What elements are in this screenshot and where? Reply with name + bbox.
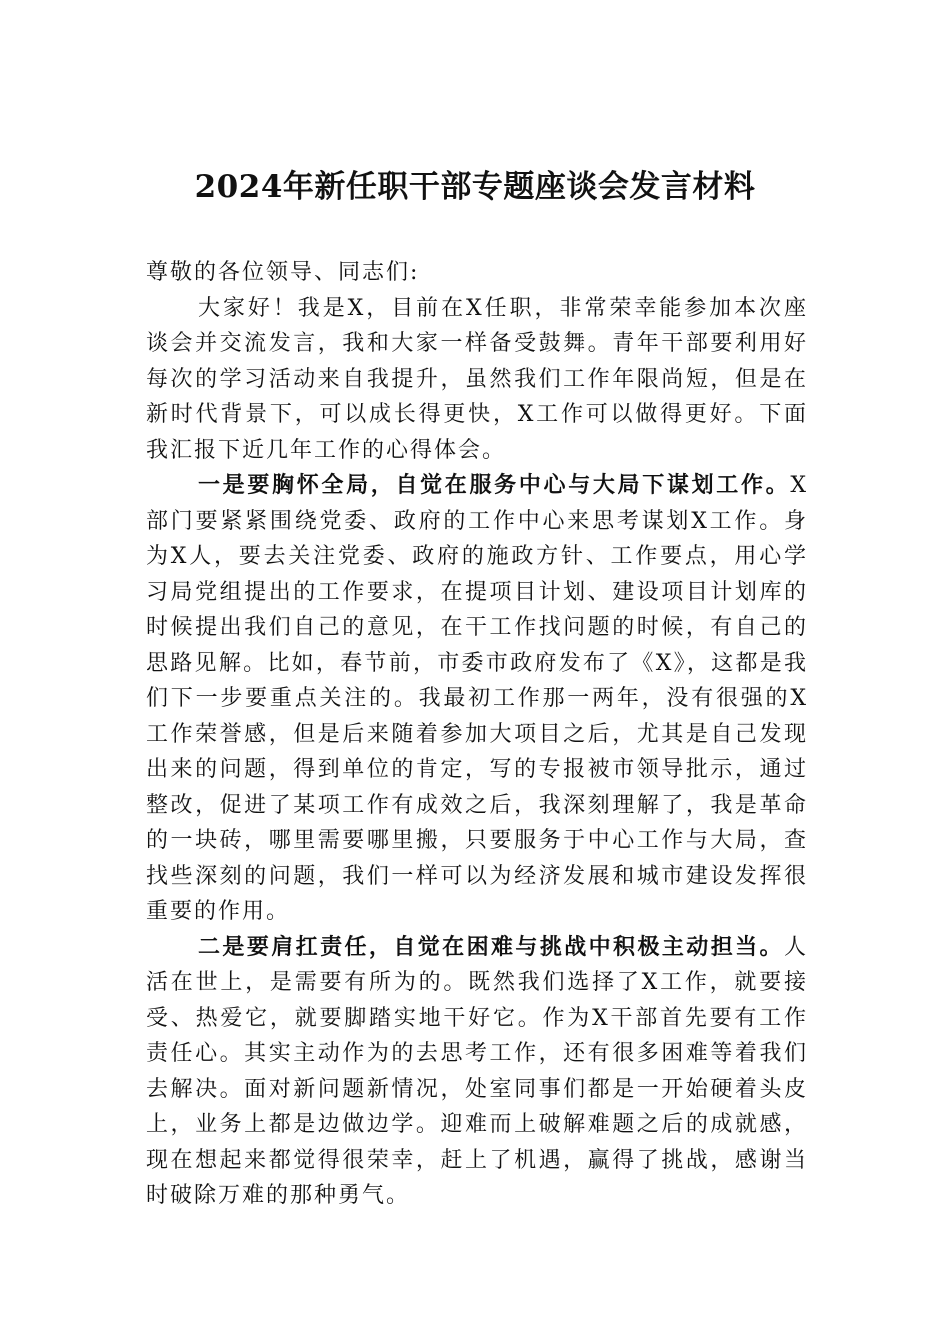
paragraph-intro <box>146 291 808 469</box>
paragraph-point-one <box>146 468 808 930</box>
point-one-heading: 一是要胸怀全局，自觉在服务中心与大局下谋划工作。 <box>198 472 791 498</box>
paragraph-point-two <box>146 930 808 1214</box>
point-one-text: X部门要紧紧围绕党委、政府的工作中心来思考谋划X工作。身为X人，要去关注党委、政府的施政方针、工作要点，用心学习局党组提出的工作要求，在提项目计划、建设项目计划库的时候提出我们自己的意见，在干工作找问题的时候，有自己的思路见解。比如，春节前，市委市政府发布了《X》，这都是我们下一步要重点关注的。我最初工作那一两年，没有很强的X工作荣誉感，但是后来随着参加大项目之后，尤其是自己发现出来的问题，得到单位的肯定，写的专报被市领导批示，通过整改，促进了某项工作有成效之后，我深刻理解了，我是革命的一块砖，哪里需要哪里搬，只要服务于中心工作与大局，查找些深刻的问题，我们一样可以为经济发展和城市建设发挥很重要的作用。 <box>146 473 808 924</box>
point-two-heading: 二是要肩扛责任，自觉在困难与挑战中积极主动担当。 <box>198 933 784 960</box>
point-two-text: 人活在世上，是需要有所为的。既然我们选择了X工作，就要接受、热爱它，就要脚踏实地干好它。作为X干部首先要有工作责任心。其实主动作为的去思考工作，还有很多困难等着我们去解决。面对新问题新情况，处室同事们都是一开始硬着头皮上，业务上都是边做边学。迎难而上破解难题之后的成就感，现在想起来都觉得很荣幸，赶上了机遇，赢得了挑战，感谢当时破除万难的那种勇气。 <box>146 934 808 1208</box>
paragraph-intro-text: 大家好！我是X，目前在X任职，非常荣幸能参加本次座谈会并交流发言，我和大家一样备受鼓舞。青年干部要利用好每次的学习活动来自我提升，虽然我们工作年限尚短，但是在新时代背景下，可以成长得更快，X工作可以做得更好。下面我汇报下近几年工作的心得体会。 <box>146 295 808 463</box>
document-body <box>146 255 808 1214</box>
document-title: 2024年新任职干部专题座谈会发言材料 <box>194 169 756 205</box>
salutation: 尊敬的各位领导、同志们: <box>146 260 420 285</box>
